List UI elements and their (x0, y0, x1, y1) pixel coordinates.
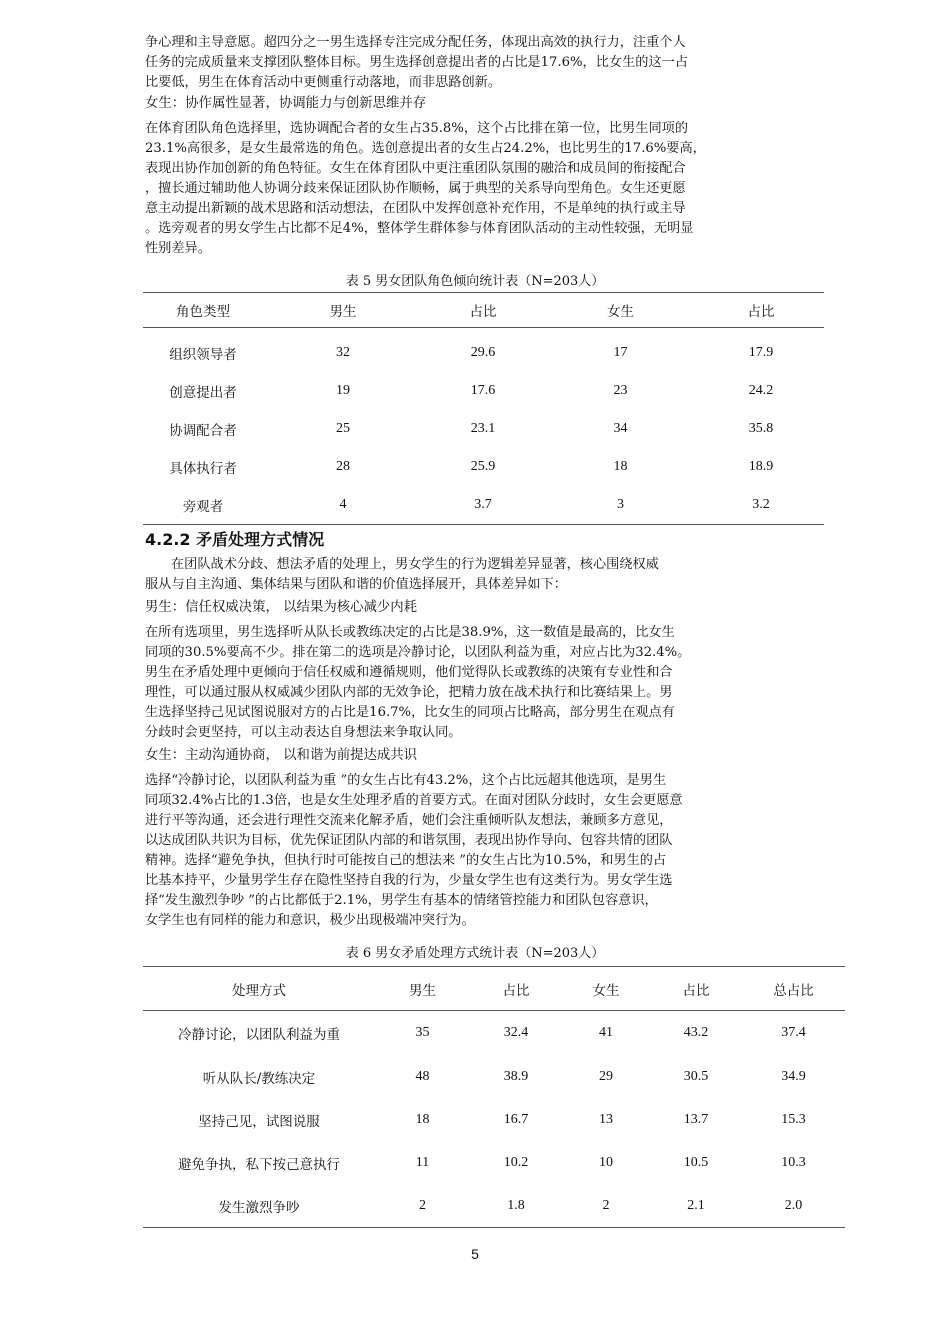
table-cell: 冷静讨论，以团队利益为重 (178, 1027, 340, 1043)
table-row (143, 1011, 845, 1056)
table-cell: 3.2 (698, 486, 824, 525)
table-cell: 29 (599, 1068, 613, 1084)
table-cell: 10.2 (503, 1154, 529, 1170)
text-line: 选择“冷静讨论，以团队利益为重 ”的女生占比有43.2%，这个占比远超其他选项，是男生 (145, 773, 667, 788)
table-cell: 37.4 (781, 1025, 806, 1040)
paragraph-conflict-intro (145, 555, 805, 595)
table-cell: 41 (599, 1025, 613, 1040)
text-line: 比要低，男生在体育活动中更侧重行动落地，而非思路创新。 (145, 75, 502, 90)
paragraph-female-roles (145, 119, 805, 259)
table-cell: 18.9 (748, 459, 774, 474)
text-line: 以达成团队共识为目标，优先保证团队内部的和谐氛围，表现出协作导向、包容共情的团队 (145, 833, 673, 848)
text-line: 择“发生激烈争吵 ”的占比都低于2.1%，男学生有基本的情绪管控能力和团队包容意识， (145, 893, 658, 908)
table-row (143, 1055, 845, 1098)
text-line: 女学生也有同样的能力和意识，极少出现极端冲突行为。 (145, 913, 475, 928)
text-line: 分歧时会更坚持，可以主动表达自身想法来争取认同。 (145, 725, 462, 740)
table-row (143, 448, 824, 486)
table-cell: 坚持己见，试图说服 (198, 1113, 320, 1130)
table-cell: 听从队长/教练决定 (202, 1070, 316, 1087)
table-cell: 4 (263, 486, 423, 525)
table6-caption: 表 6 男女矛盾处理方式统计表（N=203人） (345, 946, 605, 961)
table-cell: 2 (562, 1184, 650, 1228)
text-line: 争心理和主导意愿。超四分之一男生选择专注完成分配任务，体现出高效的执行力，注重个人 (145, 35, 686, 50)
table-cell: 避免争执，私下按己意执行 (178, 1156, 340, 1173)
table6 (143, 966, 845, 1228)
table-row (143, 410, 824, 448)
table-cell: 25.9 (470, 459, 496, 474)
table-cell: 3 (543, 486, 698, 525)
table-header-row (143, 293, 824, 328)
table-cell: 23 (613, 383, 628, 398)
text-line: 23.1%高很多，是女生最常选的角色。选创意提出者的女生占24.2%，也比男生的17.6%要高， (145, 141, 706, 156)
column-header: 占比 (470, 967, 562, 1011)
table-row (143, 1184, 845, 1228)
column-header: 处理方式 (143, 967, 375, 1011)
table-cell: 38.9 (503, 1068, 529, 1084)
table-cell: 17 (613, 345, 628, 360)
text-line: 在体育团队角色选择里，选协调配合者的女生占35.8%，这个占比排在第一位，比男生同项的 (145, 121, 689, 136)
text-line: 性别差异。 (145, 241, 211, 256)
section-heading-4-2-2: 4.2.2 矛盾处理方式情况 (145, 530, 325, 549)
table-cell: 组织领导者 (169, 347, 237, 363)
table-header-row (143, 967, 845, 1011)
text-line: 比基本持平，少量男学生存在隐性坚持自我的行为，少量女学生也有这类行为。男女学生选 (145, 873, 673, 888)
table-cell: 2.1 (650, 1184, 742, 1228)
table-cell: 19 (336, 383, 350, 398)
table-cell: 15.3 (781, 1111, 806, 1127)
table-cell: 25 (336, 421, 350, 436)
table-cell: 协调配合者 (169, 423, 237, 439)
column-header: 占比 (650, 967, 742, 1011)
table-cell: 2 (375, 1184, 470, 1228)
table-cell: 11 (415, 1154, 430, 1170)
table-cell: 18 (415, 1111, 430, 1127)
table-cell: 13.7 (683, 1111, 709, 1127)
table-cell: 29.6 (470, 345, 496, 360)
column-header: 男生 (263, 293, 423, 328)
table-cell: 10.5 (683, 1154, 709, 1170)
text-line: 男生在矛盾处理中更倾向于信任权威和遵循规则，他们觉得队长或教练的决策有专业性和合 (145, 665, 673, 680)
table-cell: 16.7 (503, 1111, 529, 1127)
table-cell: 28 (336, 459, 350, 474)
text-line: 意主动提出新颖的战术思路和活动想法，在团队中发挥创意补充作用，不是单纯的执行或主导 (145, 201, 686, 216)
table-cell: 10.3 (781, 1154, 806, 1170)
paragraph-male-conflict (145, 623, 805, 743)
text-line: 同项的30.5%要高不少。排在第二的选项是冷静讨论，以团队利益为重，对应占比为32.4%。 (145, 645, 691, 660)
column-header: 占比 (698, 293, 824, 328)
text-line: 精神。选择“避免争执，但执行时可能按自己的想法来 ”的女生占比为10.5%，和男生的占 (145, 853, 667, 868)
paragraph-male-roles-end (145, 33, 805, 93)
table-cell: 24.2 (748, 383, 774, 398)
table-row (143, 372, 824, 410)
column-header: 角色类型 (143, 293, 263, 328)
text-line: 进行平等沟通，还会进行理性交流来化解矛盾，她们会注重倾听队友想法，兼顾多方意见， (145, 813, 673, 828)
subheading-male-conflict: 男生：信任权威决策， 以结果为核心减少内耗 (145, 600, 418, 615)
table-row (143, 1098, 845, 1141)
table-cell: 2.0 (742, 1184, 845, 1228)
table-cell: 43.2 (683, 1025, 709, 1040)
table-cell: 34.9 (781, 1068, 806, 1084)
text-line: 服从与自主沟通、集体结果与团队和谐的价值选择展开，具体差异如下： (145, 577, 567, 592)
table-cell: 18 (613, 459, 628, 474)
table-cell: 30.5 (683, 1068, 709, 1084)
text-line: 在团队战术分歧、想法矛盾的处理上，男女学生的行为逻辑差异显著，核心围绕权威 (171, 557, 659, 572)
table-cell: 3.7 (423, 486, 543, 525)
table-cell: 35.8 (748, 421, 774, 436)
page-number: 5 (471, 1246, 479, 1262)
subheading-female-roles: 女生：协作属性显著，协调能力与创新思维并存 (145, 96, 427, 111)
text-line: 同项32.4%占比的1.3倍，也是女生处理矛盾的首要方式。在面对团队分歧时，女生会更愿意 (145, 793, 683, 808)
column-header: 女生 (543, 293, 698, 328)
table5-caption: 表 5 男女团队角色倾向统计表（N=203人） (345, 274, 605, 289)
table-row (143, 328, 824, 373)
paragraph-female-conflict (145, 771, 805, 931)
table-cell: 创意提出者 (169, 385, 237, 401)
table-cell: 17.9 (748, 345, 774, 360)
table-cell: 具体执行者 (169, 461, 237, 477)
table-cell: 旁观者 (143, 486, 263, 525)
table-row (143, 486, 824, 525)
table-cell: 32.4 (503, 1025, 529, 1040)
subheading-female-conflict: 女生：主动沟通协商， 以和谐为前提达成共识 (145, 748, 418, 763)
text-line: 生选择坚持己见试图说服对方的占比是16.7%，比女生的同项占比略高，部分男生在观点有 (145, 705, 675, 720)
table-cell: 1.8 (470, 1184, 562, 1228)
table-cell: 35 (415, 1025, 430, 1040)
table-cell: 48 (415, 1068, 430, 1084)
table-row (143, 1141, 845, 1184)
table-cell: 13 (599, 1111, 613, 1127)
table-cell: 23.1 (470, 421, 496, 436)
text-line: 理性，可以通过服从权威减少团队内部的无效争论，把精力放在战术执行和比赛结果上。男 (145, 685, 673, 700)
column-header: 男生 (375, 967, 470, 1011)
table5 (143, 292, 824, 525)
column-header: 总占比 (742, 967, 845, 1011)
column-header: 占比 (423, 293, 543, 328)
text-line: 任务的完成质量来支撑团队整体目标。男生选择创意提出者的占比是17.6%，比女生的这一占 (145, 55, 689, 70)
text-line: 表现出协作加创新的角色特征。女生在体育团队中更注重团队氛围的融洽和成员间的衔接配合 (145, 161, 686, 176)
column-header: 女生 (562, 967, 650, 1011)
table-cell: 34 (613, 421, 628, 436)
text-line: 。选旁观者的男女学生占比都不足4%，整体学生群体参与体育团队活动的主动性较强，无明显 (145, 221, 694, 236)
table-cell: 发生激烈争吵 (143, 1184, 375, 1228)
table-cell: 10 (599, 1154, 613, 1170)
table-cell: 32 (336, 345, 350, 360)
table-cell: 17.6 (470, 383, 496, 398)
text-line: 在所有选项里，男生选择听从队长或教练决定的占比是38.9%，这一数值是最高的，比女生 (145, 625, 675, 640)
text-line: ，擅长通过辅助他人协调分歧来保证团队协作顺畅，属于典型的关系导向型角色。女生还更愿 (145, 181, 686, 196)
